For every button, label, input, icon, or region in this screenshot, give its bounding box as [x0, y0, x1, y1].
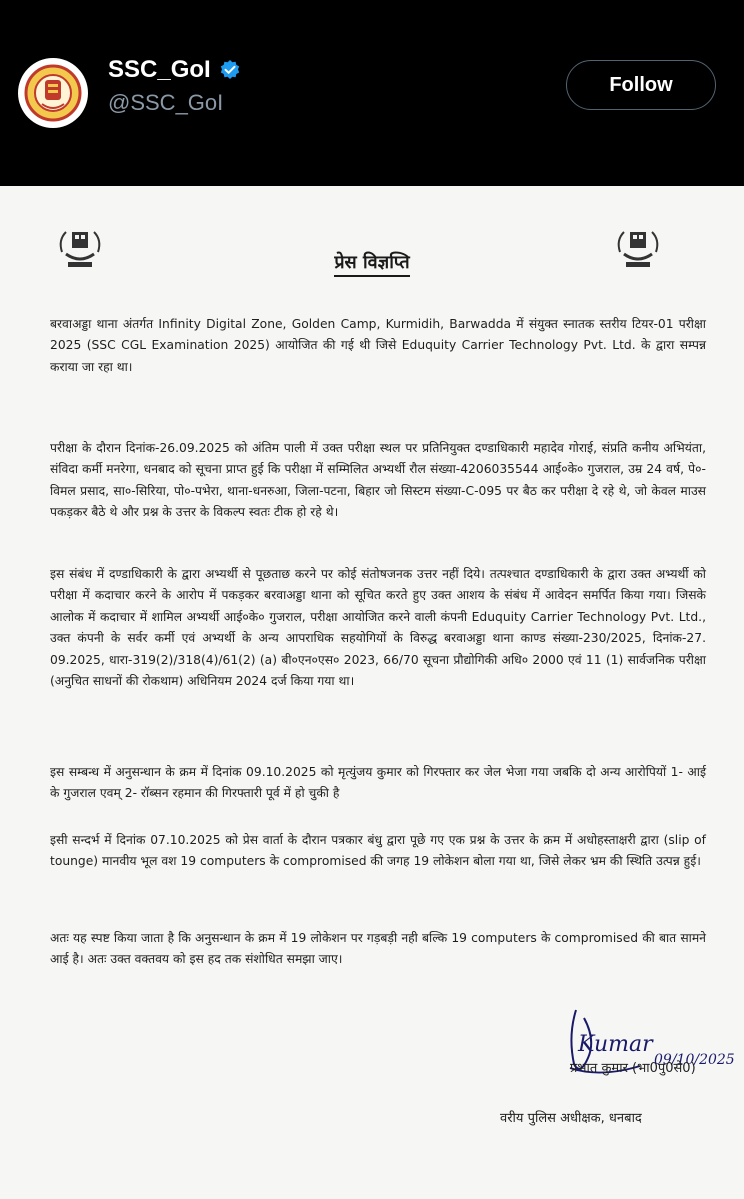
paragraph-5: इसी सन्दर्भ में दिनांक 07.10.2025 को प्रेस वार्ता के दौरान पत्रकार बंधु द्वारा पूछे गए एक प्रश्न के उत्तर के क्रम में अधोहस्ताक्षरी द्वारा (slip of tounge) मानवीय भूल वश 19 computers के compromised की जगह 19 लोकेशन बोला गया था, जिसे लेकर भ्रम की स्थिति उत्पन्न हुई।: [50, 833, 706, 869]
press-release-image: [0, 186, 744, 1199]
signature-scrawl: Kumar: [578, 1032, 653, 1057]
paragraph-3: इस संबंध में दण्डाधिकारी के द्वारा अभ्यर्थी से पूछताछ करने पर कोई संतोषजनक उत्तर नहीं दिये। तत्पश्चात दण्डाधिकारी के द्वारा उक्त अभ्यर्थी को परीक्षा में कदाचार करने के आरोप में पकड़कर बरवाअड्डा थाना को सूचित करते हुए उक्त आशय के संबंध में आवेदन समर्पित किया गया। जिसके आलोक में कदाचार में शामिल अभ्यर्थी आई०के० गुजराल, परीक्षा आयोजित करने वाली कंपनी Eduquity Carrier Technology Pvt. Ltd., उक्त कंपनी के सर्वर कर्मी एवं अभ्यर्थी के अन्य आपराधिक सहयोगियों के विरुद्ध बरवाअड्डा थाना काण्ड संख्या-230/2025, दिनांक-27. 09.2025, धारा-319(2)/318(4)/61(2) (a) बी०एन०एस० 2023, 66/70 सूचना प्रौद्योगिकी अधि० 2000 एवं 11 (1) सार्वजनिक परीक्षा (अनुचित साधनों की रोकथाम) अधिनियम 2024 दर्ज किया गया था।: [50, 567, 706, 689]
verified-badge-icon: [219, 59, 241, 81]
signature-date: 09/10/2025: [654, 1052, 735, 1068]
tweet-header: [0, 0, 744, 186]
paragraph-4: इस सम्बन्ध में अनुसन्धान के क्रम में दिनांक 09.10.2025 को मृत्युंजय कुमार को गिरफ्तार कर जेल भेजा गया जबकि दो अन्य आरोपियों 1- आई के गुजराल एवम् 2- रॉब्सन रहमान की गिरफ्तारी पूर्व में हो चुकी है: [50, 765, 706, 801]
press-release-title: प्रेस विज्ञप्ति: [0, 250, 744, 274]
paragraph-2: परीक्षा के दौरान दिनांक-26.09.2025 को अंतिम पाली में उक्त परीक्षा स्थल पर प्रतिनियुक्त दण्डाधिकारी महादेव गोराई, संप्रति कनीय अभियंता, संविदा कर्मी मनरेगा, धनबाद को सूचना प्राप्त हुई कि परीक्षा में सम्मिलित अभ्यर्थी रौल संख्या-4206035544 आई०के० गुजराल, उम्र 24 वर्ष, पे०-विमल प्रसाद, सा०-सिरिया, पो०-पभेरा, थाना-धनरुआ, जिला-पटना, बिहार जो सिस्टम संख्या-C-095 पर बैठ कर परीक्षा दे रहे थे, जो केवल माउस पकड़कर बैठे थे और प्रश्न के उत्तर के विकल्प स्वतः टीक हो रहे थे।: [50, 441, 706, 520]
ssc-emblem-icon: [18, 58, 88, 128]
paragraph-6: अतः यह स्पष्ट किया जाता है कि अनुसन्धान के क्रम में 19 लोकेशन पर गड़बड़ी नही बल्कि 19 computers के compromised की बात सामने आई है। अतः उक्त वक्तवय को इस हद तक संशोधित समझा जाए।: [50, 931, 706, 967]
follow-button[interactable]: Follow: [566, 60, 716, 110]
paragraph-1: बरवाअड्डा थाना अंतर्गत Infinity Digital Zone, Golden Camp, Kurmidih, Barwadda में संयुक्त स्नातक स्तरीय टियर-01 परीक्षा 2025 (SSC CGL Examination 2025) आयोजित की गई थी जिसे Eduquity Carrier Technology Pvt. Ltd. के द्वारा सम्पन्न कराया जा रहा था।: [50, 317, 706, 374]
avatar[interactable]: [18, 58, 88, 128]
signatory-name: प्रभात कुमार (भा0पु0से0): [570, 1061, 696, 1076]
account-name[interactable]: SSC_GoI: [108, 56, 211, 83]
account-handle[interactable]: @SSC_GoI: [108, 90, 224, 115]
signatory-designation: वरीय पुलिस अधीक्षक, धनबाद: [500, 1111, 642, 1126]
account-name-row: [108, 56, 241, 84]
